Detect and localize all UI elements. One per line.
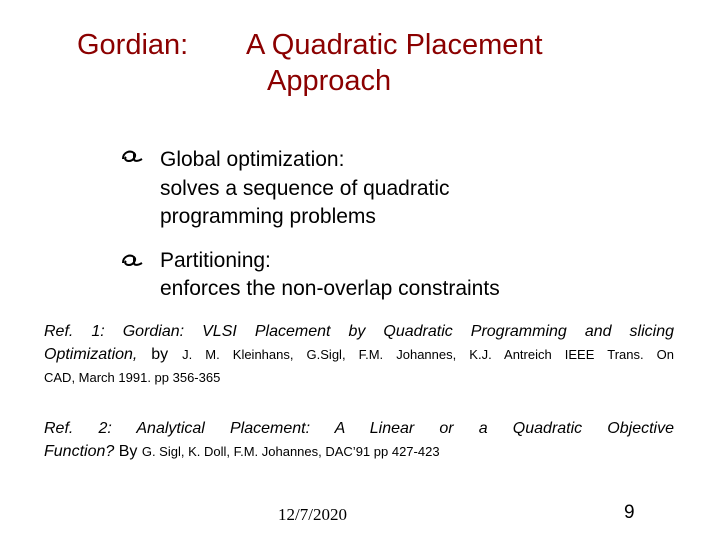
page-number: 9 [624, 502, 635, 523]
reference-2-line-1: Ref. 2: Analytical Placement: A Linear or a Quadratic Objective [44, 420, 674, 437]
reference-2-by: By [118, 443, 138, 460]
bullet-1-line-3: programming problems [160, 205, 376, 228]
reference-1-line-1: Ref. 1: Gordian: VLSI Placement by Quadratic Programming and slicing [44, 323, 674, 340]
script-a-bullet-icon [120, 250, 156, 274]
reference-1-line-2 [44, 343, 674, 366]
bullet-2-line-1: Partitioning: [160, 249, 271, 272]
reference-1-authors: J. M. Kleinhans, G.Sigl, F.M. Johannes, K.J. Antreich IEEE Trans. On [182, 347, 674, 362]
reference-1 [44, 320, 674, 389]
bullet-1-line-2: solves a sequence of quadratic [160, 177, 450, 200]
bullet-1-line-1: Global optimization: [160, 148, 345, 171]
slide-title-part2: A Quadratic Placement [246, 29, 543, 61]
reference-1-line-3: CAD, March 1991. pp 356-365 [44, 370, 221, 385]
reference-1-by: by [151, 346, 169, 363]
reference-2 [44, 417, 674, 463]
reference-2-line-2 [44, 440, 674, 463]
slide-title-part3: Approach [267, 65, 392, 97]
reference-2-authors: G. Sigl, K. Doll, F.M. Johannes, DAC’91 pp 427-423 [141, 444, 440, 459]
bullet-2-line-2: enforces the non-overlap constraints [160, 277, 500, 300]
footer-date: 12/7/2020 [278, 505, 347, 524]
reference-1-italic: Optimization, [44, 346, 138, 363]
slide-title-part1: Gordian: [77, 29, 189, 61]
reference-2-italic: Function? [44, 443, 115, 460]
script-a-bullet-icon [120, 146, 156, 170]
